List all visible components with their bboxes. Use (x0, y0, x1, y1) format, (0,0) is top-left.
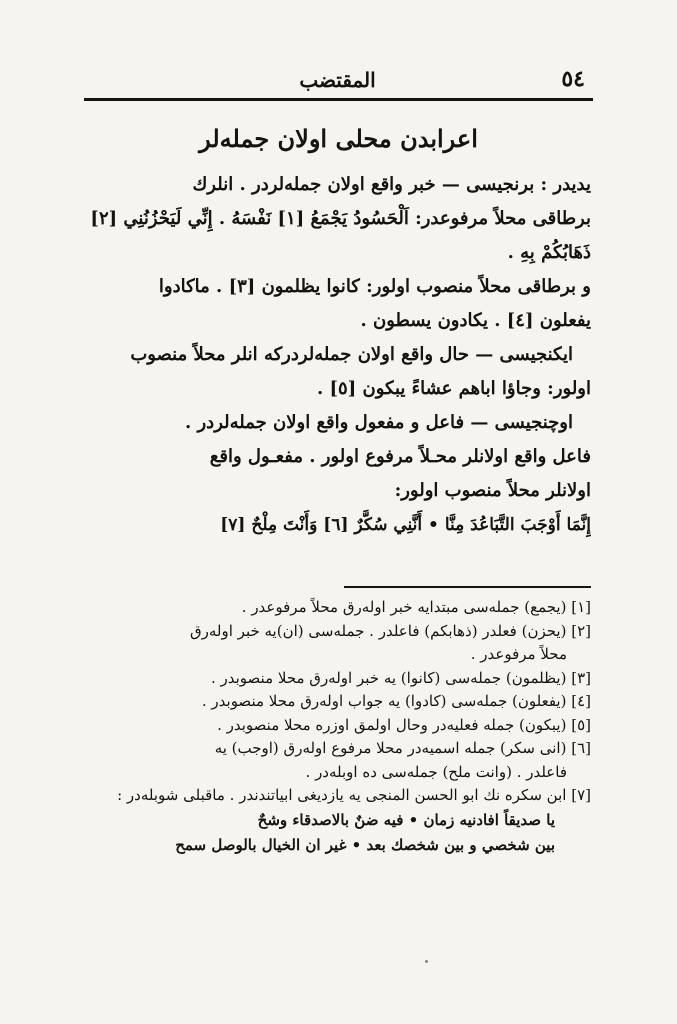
footnote-poem-line: يا صديقاً افادنيه زمان • فيه ضنٌ بالاصدقاء وشحٌ (257, 810, 555, 829)
body-line: فاعل واقع اولانلر محـلاً مرفوع اولور . مفعـول واقع (209, 446, 591, 467)
page-number: ٥٤ (561, 66, 585, 92)
body-line: ذَهَابُكُمْ بِهِ . (507, 242, 591, 263)
body-line: و برطاقی محلاً منصوب اولور: كانوا يظلمون [٣] . ماكادوا (158, 276, 591, 297)
body-line: يفعلون [٤] . يكادون يسطون . (360, 310, 591, 331)
footnote-4: [٤] (يفعلون) جمله‌سی (كادوا) يه جواب اوله‌رق محلا منصوبدر . (201, 692, 591, 710)
body-line: یدیدر : برنجیسی — خبر واقع اولان جمله‌لردر . انلرك (192, 174, 591, 195)
main-text (86, 168, 591, 542)
footnote-2: [٢] (يحزن) فعلدر (ذهابكم) فاعلدر . جمله‌سی (ان)یه خبر اوله‌رق (190, 621, 591, 640)
page-header (82, 66, 593, 100)
running-title: المقتضب (299, 68, 376, 92)
footnote-6-continued: فاعلدر . (وانت ملح) جمله‌سی ده اوبله‌در . (305, 762, 567, 781)
body-line: ایکنجیسی — حال واقع اولان جمله‌لردرکه انلر محلاً منصوب (130, 344, 573, 365)
footnotes (86, 596, 591, 858)
section-title: اعرابدن محلی اولان جمله‌لر (199, 124, 478, 153)
footnote-poem-line: بين شخصي و بين شخصك بعد • غير ان الخيال بالوصل سمح (175, 835, 555, 854)
footnote-2-continued: محلاً مرفوعدر . (470, 645, 567, 663)
footnote-6: [٦] (انی سكر) جمله اسميه‌در محلا مرفوع اوله‌رق (اوجب) يه (214, 739, 591, 757)
body-line: اوچنجیسی — فاعل و مفعول واقع اولان جمله‌لردر . (184, 412, 573, 433)
header-rule (84, 98, 593, 101)
footnote-3: [٣] (يظلمون) جمله‌سی (كانوا) يه خبر اوله‌رق محلا منصوبدر . (210, 668, 591, 687)
body-line: برطاقی محلاً مرفوعدر: اَلْحَسُودُ يَجْمَعُ [١] نَفْسَهُ . إِنِّي لَيَحْزُنُنِي [٢] (90, 208, 591, 229)
footnote-rule (344, 586, 591, 588)
body-line: اولانلر محلاً منصوب اولور: (394, 480, 591, 501)
footnote-1: [١] (يجمع) جمله‌سی مبتدایه خبر اوله‌رق محلاً مرفوعدر . (241, 598, 591, 616)
paper-speck (425, 960, 428, 963)
footnote-5: [٥] (يبكون) جمله فعليه‌در وحال اولمق اوزره محلا منصوبدر . (217, 715, 591, 734)
body-line: اولور: وجاؤا اباهم عشاءً يبكون [٥] . (316, 378, 591, 399)
verse-line: إِنَّمَا أَوْجَبَ التَّبَاعُدَ مِنَّا • أَنَّنِي سُكَّرٌ [٦] وَأَنْتَ مِلْحٌ [٧] (220, 515, 591, 535)
footnote-7: [٧] ابن سكره نك ابو الحسن المنجی يه يازديغی ابياتندندر . ماقبلی شوبله‌در : (117, 786, 591, 804)
